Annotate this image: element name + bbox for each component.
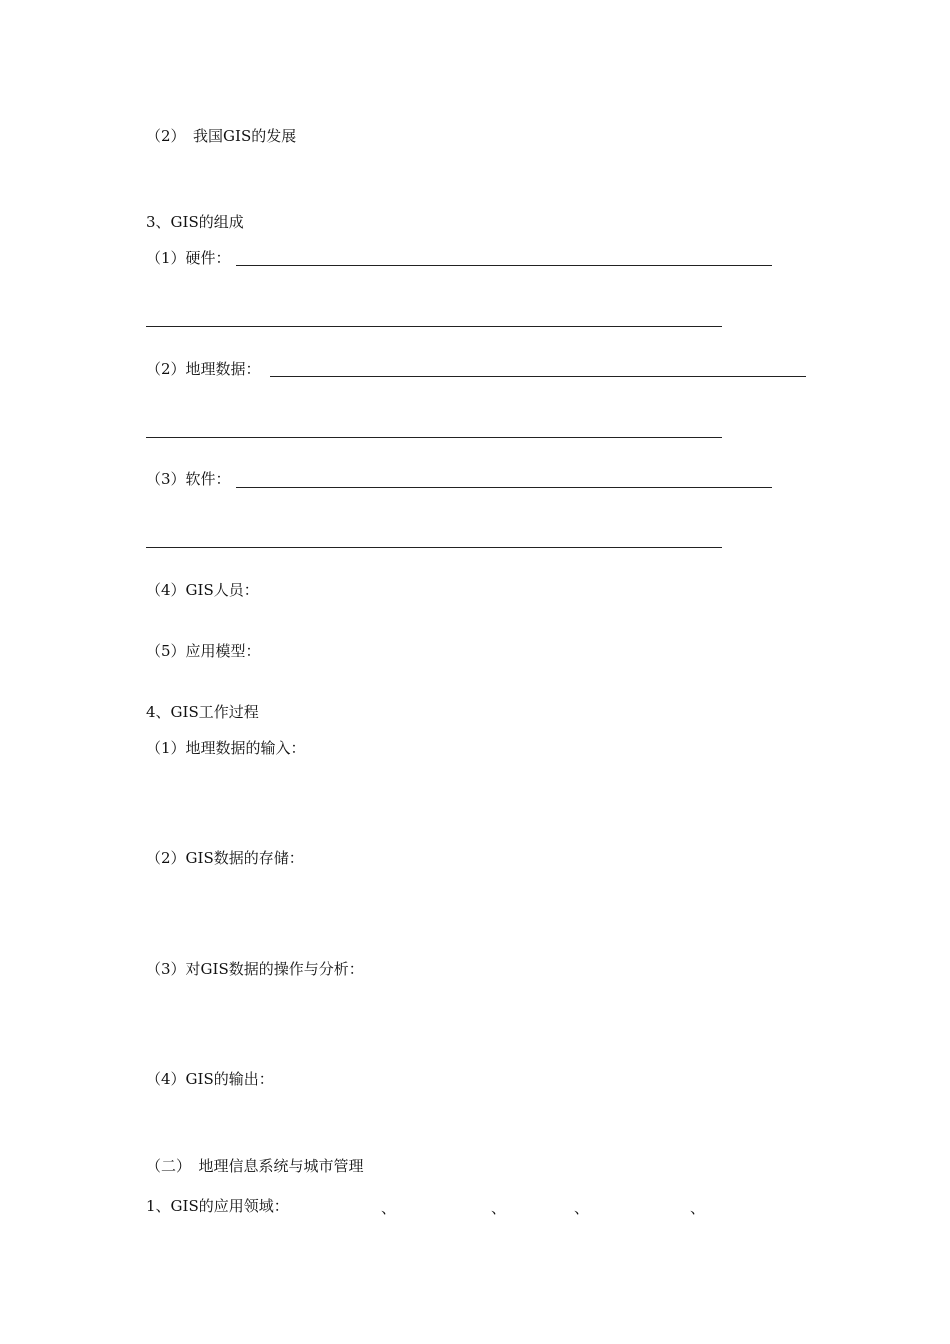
geo-data-answer-line-2[interactable] [146, 437, 722, 438]
field-separator-2: 、 [491, 1199, 507, 1217]
heading-china-gis-development: （2） 我国GIS的发展 [146, 127, 297, 145]
heading-gis-composition: 3、GIS的组成 [146, 213, 244, 231]
label-data-input: （1）地理数据的输入： [146, 739, 306, 757]
hardware-answer-line-2[interactable] [146, 326, 722, 327]
label-geo-data: （2）地理数据： [146, 360, 261, 378]
label-software: （3）软件： [146, 470, 231, 488]
software-answer-line-2[interactable] [146, 547, 722, 548]
label-gis-personnel: （4）GIS人员： [146, 581, 259, 599]
label-hardware: （1）硬件： [146, 249, 231, 267]
heading-gis-workflow: 4、GIS工作过程 [146, 703, 259, 721]
heading-gis-urban-management: （二） 地理信息系统与城市管理 [146, 1157, 364, 1175]
label-application-model: （5）应用模型： [146, 642, 261, 660]
label-data-storage: （2）GIS数据的存储： [146, 849, 304, 867]
field-separator-3: 、 [574, 1199, 590, 1217]
software-answer-line-1[interactable] [236, 487, 772, 488]
label-application-fields: 1、GIS的应用领域： [146, 1197, 289, 1215]
field-separator-1: 、 [381, 1199, 397, 1217]
hardware-answer-line-1[interactable] [236, 265, 772, 266]
label-data-analysis: （3）对GIS数据的操作与分析： [146, 960, 364, 978]
label-gis-output: （4）GIS的输出： [146, 1070, 274, 1088]
field-separator-4: 、 [690, 1199, 706, 1217]
geo-data-answer-line-1[interactable] [270, 376, 806, 377]
